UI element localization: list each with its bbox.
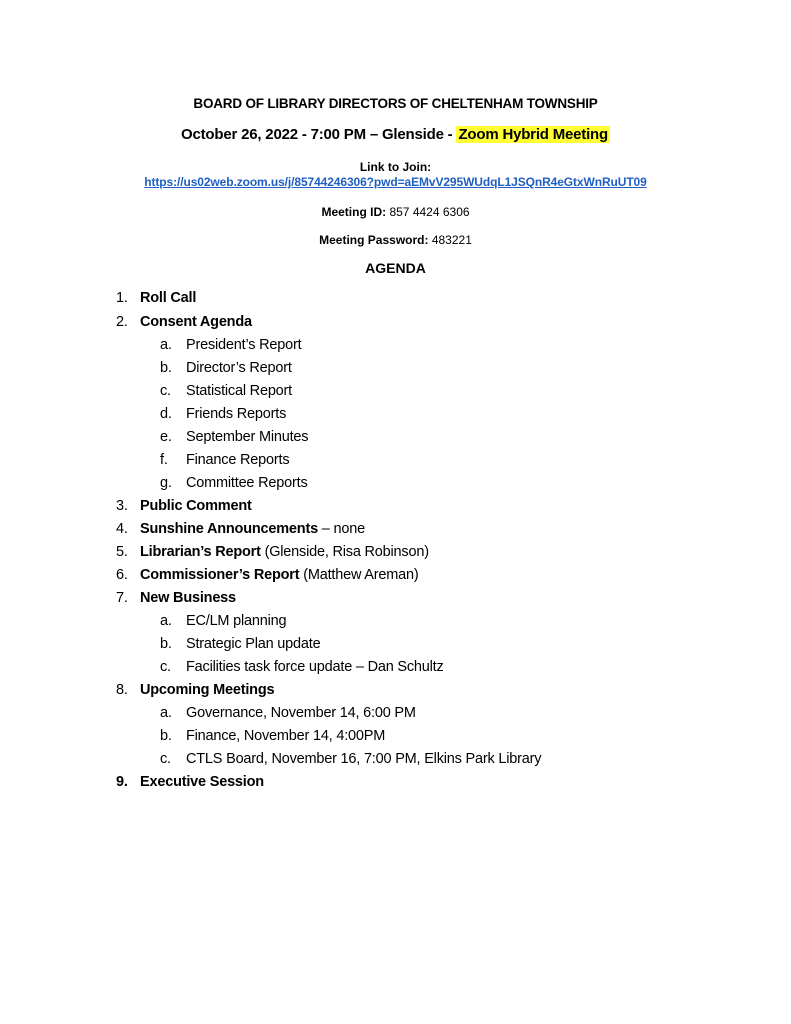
item-number: 2. <box>116 314 128 330</box>
sub-letter: a. <box>160 613 172 629</box>
sub-text: Statistical Report <box>186 383 292 399</box>
document-title: BOARD OF LIBRARY DIRECTORS OF CHELTENHAM TOWNSHIP <box>193 96 598 111</box>
sub-text: Director’s Report <box>186 360 292 376</box>
sub-text: Facilities task force update – Dan Schultz <box>186 659 444 675</box>
item-number: 4. <box>116 521 128 537</box>
item-number: 9. <box>116 774 128 790</box>
sub-text: Governance, November 14, 6:00 PM <box>186 705 416 721</box>
sub-letter: c. <box>160 659 171 675</box>
sub-text: CTLS Board, November 16, 7:00 PM, Elkins Park Library <box>186 751 542 767</box>
sub-letter: g. <box>160 475 172 491</box>
item-number: 5. <box>116 544 128 560</box>
item-text <box>140 521 365 537</box>
item-detail: (Glenside, Risa Robinson) <box>260 544 429 560</box>
item-text <box>140 590 236 606</box>
sub-text: Strategic Plan update <box>186 636 321 652</box>
meeting-password-label: Meeting Password: <box>319 233 429 247</box>
sub-text: President’s Report <box>186 337 302 353</box>
meeting-id-label: Meeting ID: <box>321 205 387 219</box>
item-number: 7. <box>116 590 128 606</box>
sub-text: Finance Reports <box>186 452 290 468</box>
item-number: 1. <box>116 290 128 306</box>
sub-letter: a. <box>160 705 172 721</box>
item-title: Executive Session <box>140 774 264 790</box>
item-title: Public Comment <box>140 498 252 514</box>
meeting-id <box>0 205 791 219</box>
item-detail: (Matthew Areman) <box>299 567 419 583</box>
item-text <box>140 498 252 514</box>
item-title: Librarian’s Report <box>140 544 261 560</box>
zoom-hybrid-highlight: Zoom Hybrid Meeting <box>458 126 608 143</box>
zoom-join-link[interactable]: https://us02web.zoom.us/j/85744246306?pwd=aEMvV295WUdqL1JSQnR4eGtxWnRuUT09 <box>144 175 647 189</box>
sub-text: Finance, November 14, 4:00PM <box>186 728 386 744</box>
item-title: Upcoming Meetings <box>140 682 275 698</box>
item-number: 6. <box>116 567 128 583</box>
sub-letter: a. <box>160 337 172 353</box>
agenda-heading: AGENDA <box>365 260 426 276</box>
item-title: Roll Call <box>140 290 197 306</box>
meeting-password-value: 483221 <box>428 233 472 247</box>
sub-text: EC/LM planning <box>186 613 287 629</box>
sub-letter: b. <box>160 728 172 744</box>
item-text <box>140 544 429 560</box>
item-number: 8. <box>116 682 128 698</box>
sub-letter: b. <box>160 360 172 376</box>
item-title: Sunshine Announcements <box>140 521 318 537</box>
item-title: Commissioner’s Report <box>140 567 300 583</box>
sub-letter: b. <box>160 636 172 652</box>
sub-letter: f. <box>160 452 168 468</box>
item-number: 3. <box>116 498 128 514</box>
item-text <box>140 314 252 330</box>
meeting-id-value: 857 4424 6306 <box>386 205 470 219</box>
meeting-date-location: October 26, 2022 - 7:00 PM – Glenside - <box>181 126 457 143</box>
sub-text: September Minutes <box>186 429 309 445</box>
sub-letter: d. <box>160 406 172 422</box>
item-detail: – none <box>317 521 365 537</box>
link-label: Link to Join: <box>359 160 432 174</box>
item-title: New Business <box>140 590 236 606</box>
sub-letter: c. <box>160 751 171 767</box>
sub-letter: c. <box>160 383 171 399</box>
item-text <box>140 567 418 583</box>
item-text <box>140 682 274 698</box>
item-text <box>140 774 264 790</box>
item-text <box>140 290 196 306</box>
item-title: Consent Agenda <box>140 314 252 330</box>
sub-text: Committee Reports <box>186 475 308 491</box>
sub-text: Friends Reports <box>186 406 287 422</box>
meeting-password <box>0 233 791 247</box>
meeting-subtitle <box>0 126 791 143</box>
sub-letter: e. <box>160 429 172 445</box>
